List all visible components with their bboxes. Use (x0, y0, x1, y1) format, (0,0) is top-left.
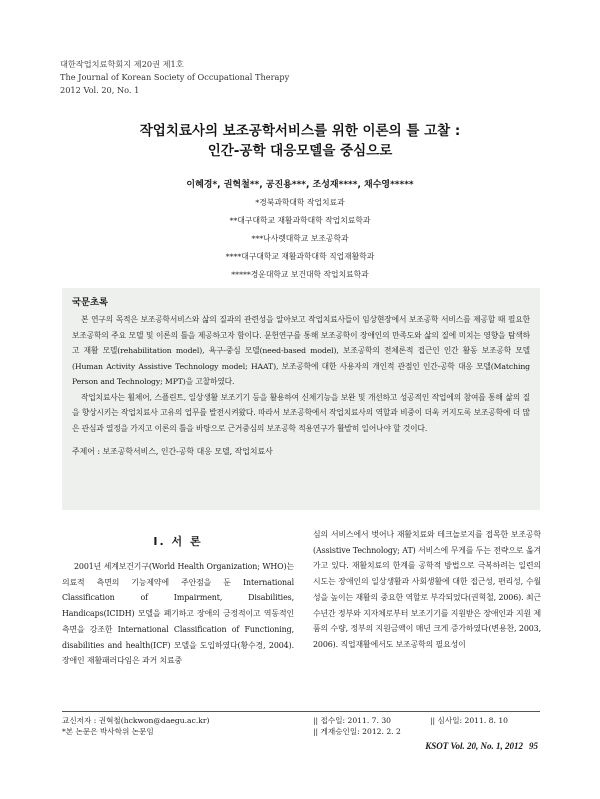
section-heading: Ⅰ. 서 론 (153, 535, 203, 548)
affiliation: ***나사렛대학교 보조공학과 (251, 234, 349, 243)
thesis-note: *본 논문은 박사학위 논문임 (62, 727, 154, 736)
accepted-date: || 게재승인일: 2012. 2. 2 (313, 727, 401, 736)
author-list: 이혜경*, 권혁철**, 공진용***, 조성재****, 채수영***** (186, 180, 414, 190)
title-line-1: 작업치료사의 보조공학서비스를 위한 이론의 틀 고찰 : (139, 123, 461, 139)
journal-header (60, 58, 289, 97)
journal-name-english: The Journal of Korean Society of Occupational Therapy (60, 72, 290, 82)
affiliation: *경북과학대학 작업치료과 (255, 198, 345, 207)
title-line-2: 인간-공학 대응모델을 중심으로 (207, 143, 393, 159)
journal-volume: 2012 Vol. 20, No. 1 (60, 85, 140, 95)
journal-name-korean: 대한작업치료학회지 제20권 제1호 (60, 59, 184, 69)
abstract-paragraph: 본 연구의 목적은 보조공학서비스와 삶의 질과의 관련성을 알아보고 작업치료사들이 임상현장에서 보조공학 서비스를 제공할 때 필요한 보조공학의 주요 모델 및 이론의 틀을 제공하고자 함이다. 문헌연구를 통해 보조공학이 장애인의 만족도와 삶의 질에 미치는 영향을 탐색하고 재활 모델(rehabilitation model), 욕구-중심 모델(need-based model), 보조공학의 전체론적 접근인 인간 활동 보조공학 모델(Human Activity Assistive Technology model; HAAT), 보조공학에 대한 사용자의 개인적 관점인 인간-공학 대응 모델(Matching Person and Technology; MPT)을 고찰하였다. (72, 315, 530, 386)
review-date: || 심사일: 2011. 8. 10 (430, 716, 508, 725)
paper-title (0, 121, 600, 161)
body-column-right (313, 527, 541, 653)
abstract-paragraph: 작업치료사는 휠체어, 스플린트, 일상생활 보조기기 등을 활용하여 신체기능을 보완 및 개선하고 성공적인 작업에의 참여를 통해 삶의 질을 향상시키는 작업치료사 고유의 업무를 발전시켜왔다. 따라서 보조공학에서 작업치료사의 역할과 비중이 더욱 커지도록 보조공학에 더 많은 관심과 열정을 가지고 이론의 틀을 바탕으로 근거중심의 보조공학 적용연구가 활발히 일어나야 할 것이다. (72, 392, 530, 433)
footnote-review (430, 715, 508, 726)
affiliation: ****대구대학교 재활과학대학 직업재활학과 (225, 252, 375, 261)
affiliation: **대구대학교 재활과학대학 작업치료학과 (229, 216, 371, 225)
body-paragraph: 2001년 세계보건기구(World Health Organization; WHO)는 의료적 측면의 기능제약에 주안점을 둔 International Classification of Impairment, Disabilities, Handicaps(ICIDH) 모델을 폐기하고 장애의 긍정적이고 역동적인 측면을 강조한 International Classification of Functioning, disabilities and health(ICF) 모델을 도입하였다(황수경, 2004). 장애인 재활패러다임은 과거 치료중 (62, 562, 294, 666)
footnote-dates (313, 715, 401, 737)
body-column-left (62, 527, 294, 669)
page-footer (425, 741, 538, 751)
journal-citation: KSOT Vol. 20, No. 1, 2012 (425, 741, 523, 751)
page-number: 95 (529, 741, 538, 751)
affiliation: *****경운대학교 보건대학 작업치료학과 (231, 270, 369, 279)
footnote-divider (62, 711, 540, 712)
abstract-heading: 국문초록 (72, 297, 108, 308)
affiliations (0, 194, 600, 284)
abstract-box (62, 288, 540, 510)
received-date: || 접수일: 2011. 7. 30 (313, 716, 391, 725)
corresponding-author: 교신저자 : 권혁철(hckwon@daegu.ac.kr) (62, 716, 210, 725)
body-paragraph: 심의 서비스에서 벗어나 재활치료와 테크놀로지를 접목한 보조공학(Assistive Technology; AT) 서비스에 무게를 두는 전략으로 옮겨가고 있다. 재활치료의 한계를 공학적 방법으로 극복하려는 일련의 시도는 장애인의 일상생활과 사회생활에 대한 접근성, 편리성, 수월성을 높이는 재활의 중요한 역할로 부각되었다(권혁철, 2006). 최근 수년간 정부와 지자체로부터 보조기기를 지원받은 장애인과 지원 제품의 수량, 정부의 지원금액이 매년 크게 증가하였다(변용찬, 2003, 2006). 직업재활에서도 보조공학의 필요성이 (313, 530, 541, 649)
keywords: 주제어 : 보조공학서비스, 인간-공학 대응 모델, 작업치료사 (72, 447, 273, 456)
footnote-corresponding (62, 715, 209, 737)
